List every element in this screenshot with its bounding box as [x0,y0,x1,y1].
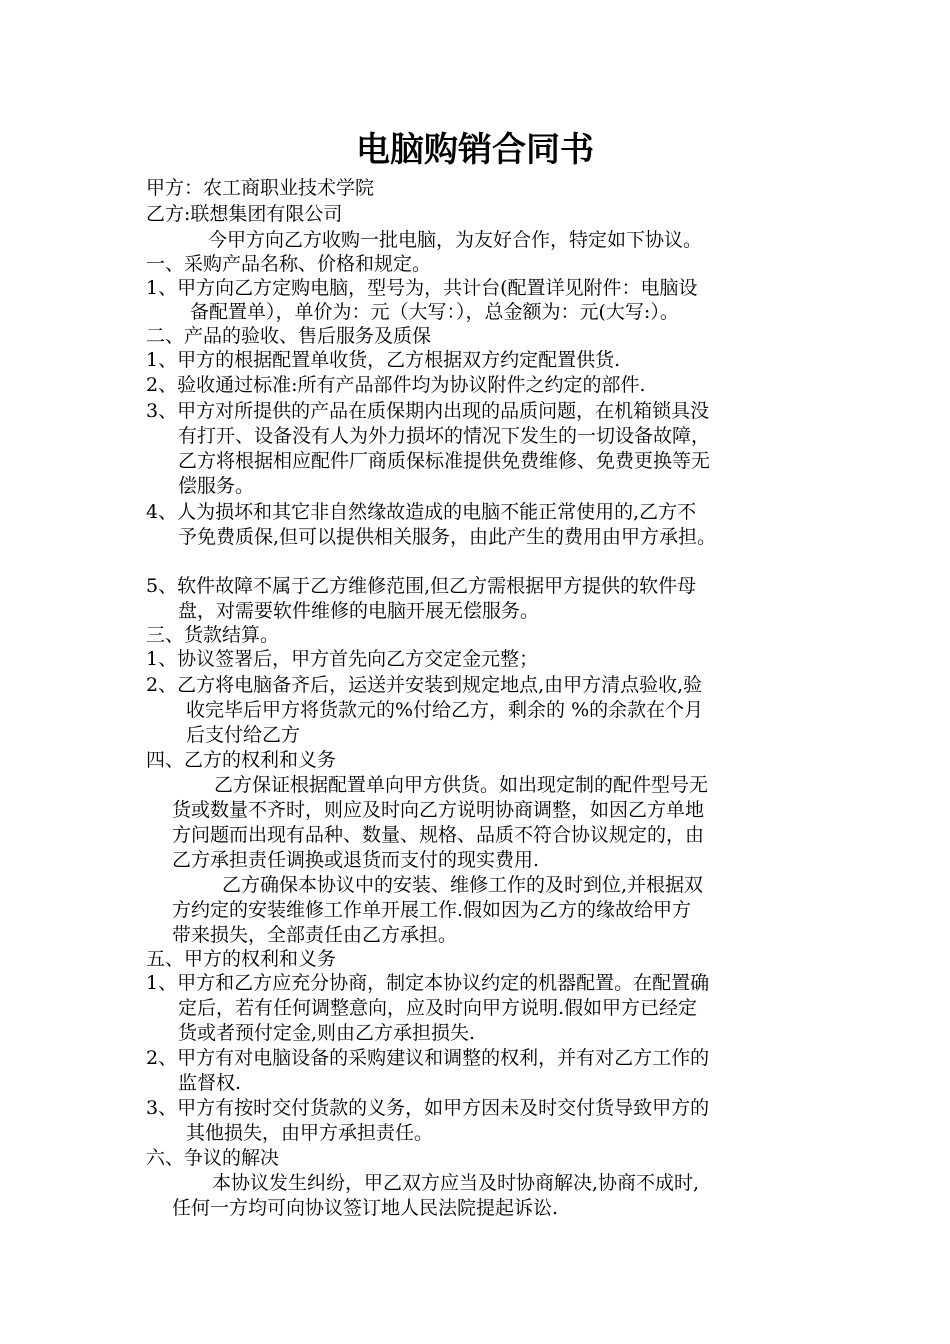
party-a: 甲方：农工商职业技术学院 [146,177,375,199]
contract-line-32: 定后，若有任何调整意向，应及时向甲方说明.假如甲方已经定 [178,997,698,1019]
contract-line-21: 后支付给乙方 [186,724,301,746]
contract-line-8: 2、验收通过标准:所有产品部件均为协议附件之约定的部件. [146,374,646,396]
contract-line-28: 方约定的安装维修工作单开展工作.假如因为乙方的缘故给甲方 [172,899,692,921]
contract-line-3: 一、采购产品名称、价格和规定。 [146,253,432,275]
contract-line-13: 4、人为损坏和其它非自然缘故造成的电脑不能正常使用的,乙方不 [146,501,697,523]
contract-line-34: 2、甲方有对电脑设备的采购建议和调整的权利，并有对乙方工作的 [146,1047,710,1069]
contract-line-38: 六、争议的解决 [146,1147,280,1169]
contract-line-31: 1、甲方和乙方应充分协商，制定本协议约定的机器配置。在配置确 [146,972,710,994]
contract-line-39: 本协议发生纠纷，甲乙双方应当及时协商解决,协商不成时, [212,1172,700,1194]
preamble: 今甲方向乙方收购一批电脑，为友好合作，特定如下协议。 [208,229,703,251]
contract-line-9: 3、甲方对所提供的产品在质保期内出现的品质问题，在机箱锁具没 [146,400,710,422]
contract-line-14: 予免费质保,但可以提供相关服务，由此产生的费用由甲方承担。 [178,526,717,548]
contract-line-29: 带来损失，全部责任由乙方承担。 [172,924,458,946]
document-title: 电脑购销合同书 [356,130,594,170]
contract-line-15: 5、软件故障不属于乙方维修范围,但乙方需根据甲方提供的软件母 [146,575,697,597]
contract-line-6: 二、产品的验收、售后服务及质保 [146,325,432,347]
contract-line-27: 乙方确保本协议中的安装、维修工作的及时到位,并根据双 [222,874,704,896]
contract-line-25: 方问题而出现有品种、数量、规格、品质不符合协议规定的，由 [172,824,705,846]
contract-line-36: 3、甲方有按时交付货款的义务，如甲方因未及时交付货导致甲方的 [146,1097,710,1119]
contract-line-35: 监督权. [178,1072,242,1094]
contract-line-7: 1、甲方的根据配置单收货，乙方根据双方约定配置供货. [146,349,621,371]
contract-line-17: 三、货款结算。 [146,624,280,646]
contract-line-24: 货或数量不齐时，则应及时向乙方说明协商调整，如因乙方单地 [172,799,705,821]
contract-line-11: 乙方将根据相应配件厂商质保标准提供免费维修、免费更换等无 [178,450,711,472]
contract-line-19: 2、乙方将电脑备齐后，运送并安装到规定地点,由甲方清点验收,验 [146,674,703,696]
contract-line-22: 四、乙方的权利和义务 [146,749,337,771]
contract-line-10: 有打开、设备没有人为外力损坏的情况下发生的一切设备故障， [178,425,711,447]
contract-line-20: 收完毕后甲方将货款元的%付给乙方，剩余的 %的余款在个月 [186,699,704,721]
contract-line-30: 五、甲方的权利和义务 [146,948,337,970]
contract-line-26: 乙方承担责任调换或退货而支付的现实费用. [172,849,540,871]
party-b: 乙方:联想集团有限公司 [146,203,343,225]
contract-line-12: 偿服务。 [178,475,255,497]
contract-line-4: 1、甲方向乙方定购电脑，型号为，共计台(配置详见附件：电脑设 [146,277,698,299]
contract-line-23: 乙方保证根据配置单向甲方供货。如出现定制的配件型号无 [214,774,709,796]
contract-line-33: 货或者预付定金,则由乙方承担损失. [178,1022,476,1044]
contract-line-18: 1、协议签署后，甲方首先向乙方交定金元整； [146,648,539,670]
contract-line-37: 其他损失，由甲方承担责任。 [186,1122,434,1144]
contract-line-40: 任何一方均可向协议签订地人民法院提起诉讼. [172,1197,559,1219]
contract-line-16: 盘，对需要软件维修的电脑开展无偿服务。 [178,600,540,622]
contract-line-5: 备配置单），单价为：元（大写：），总金额为：元(大写:）。 [190,301,679,323]
